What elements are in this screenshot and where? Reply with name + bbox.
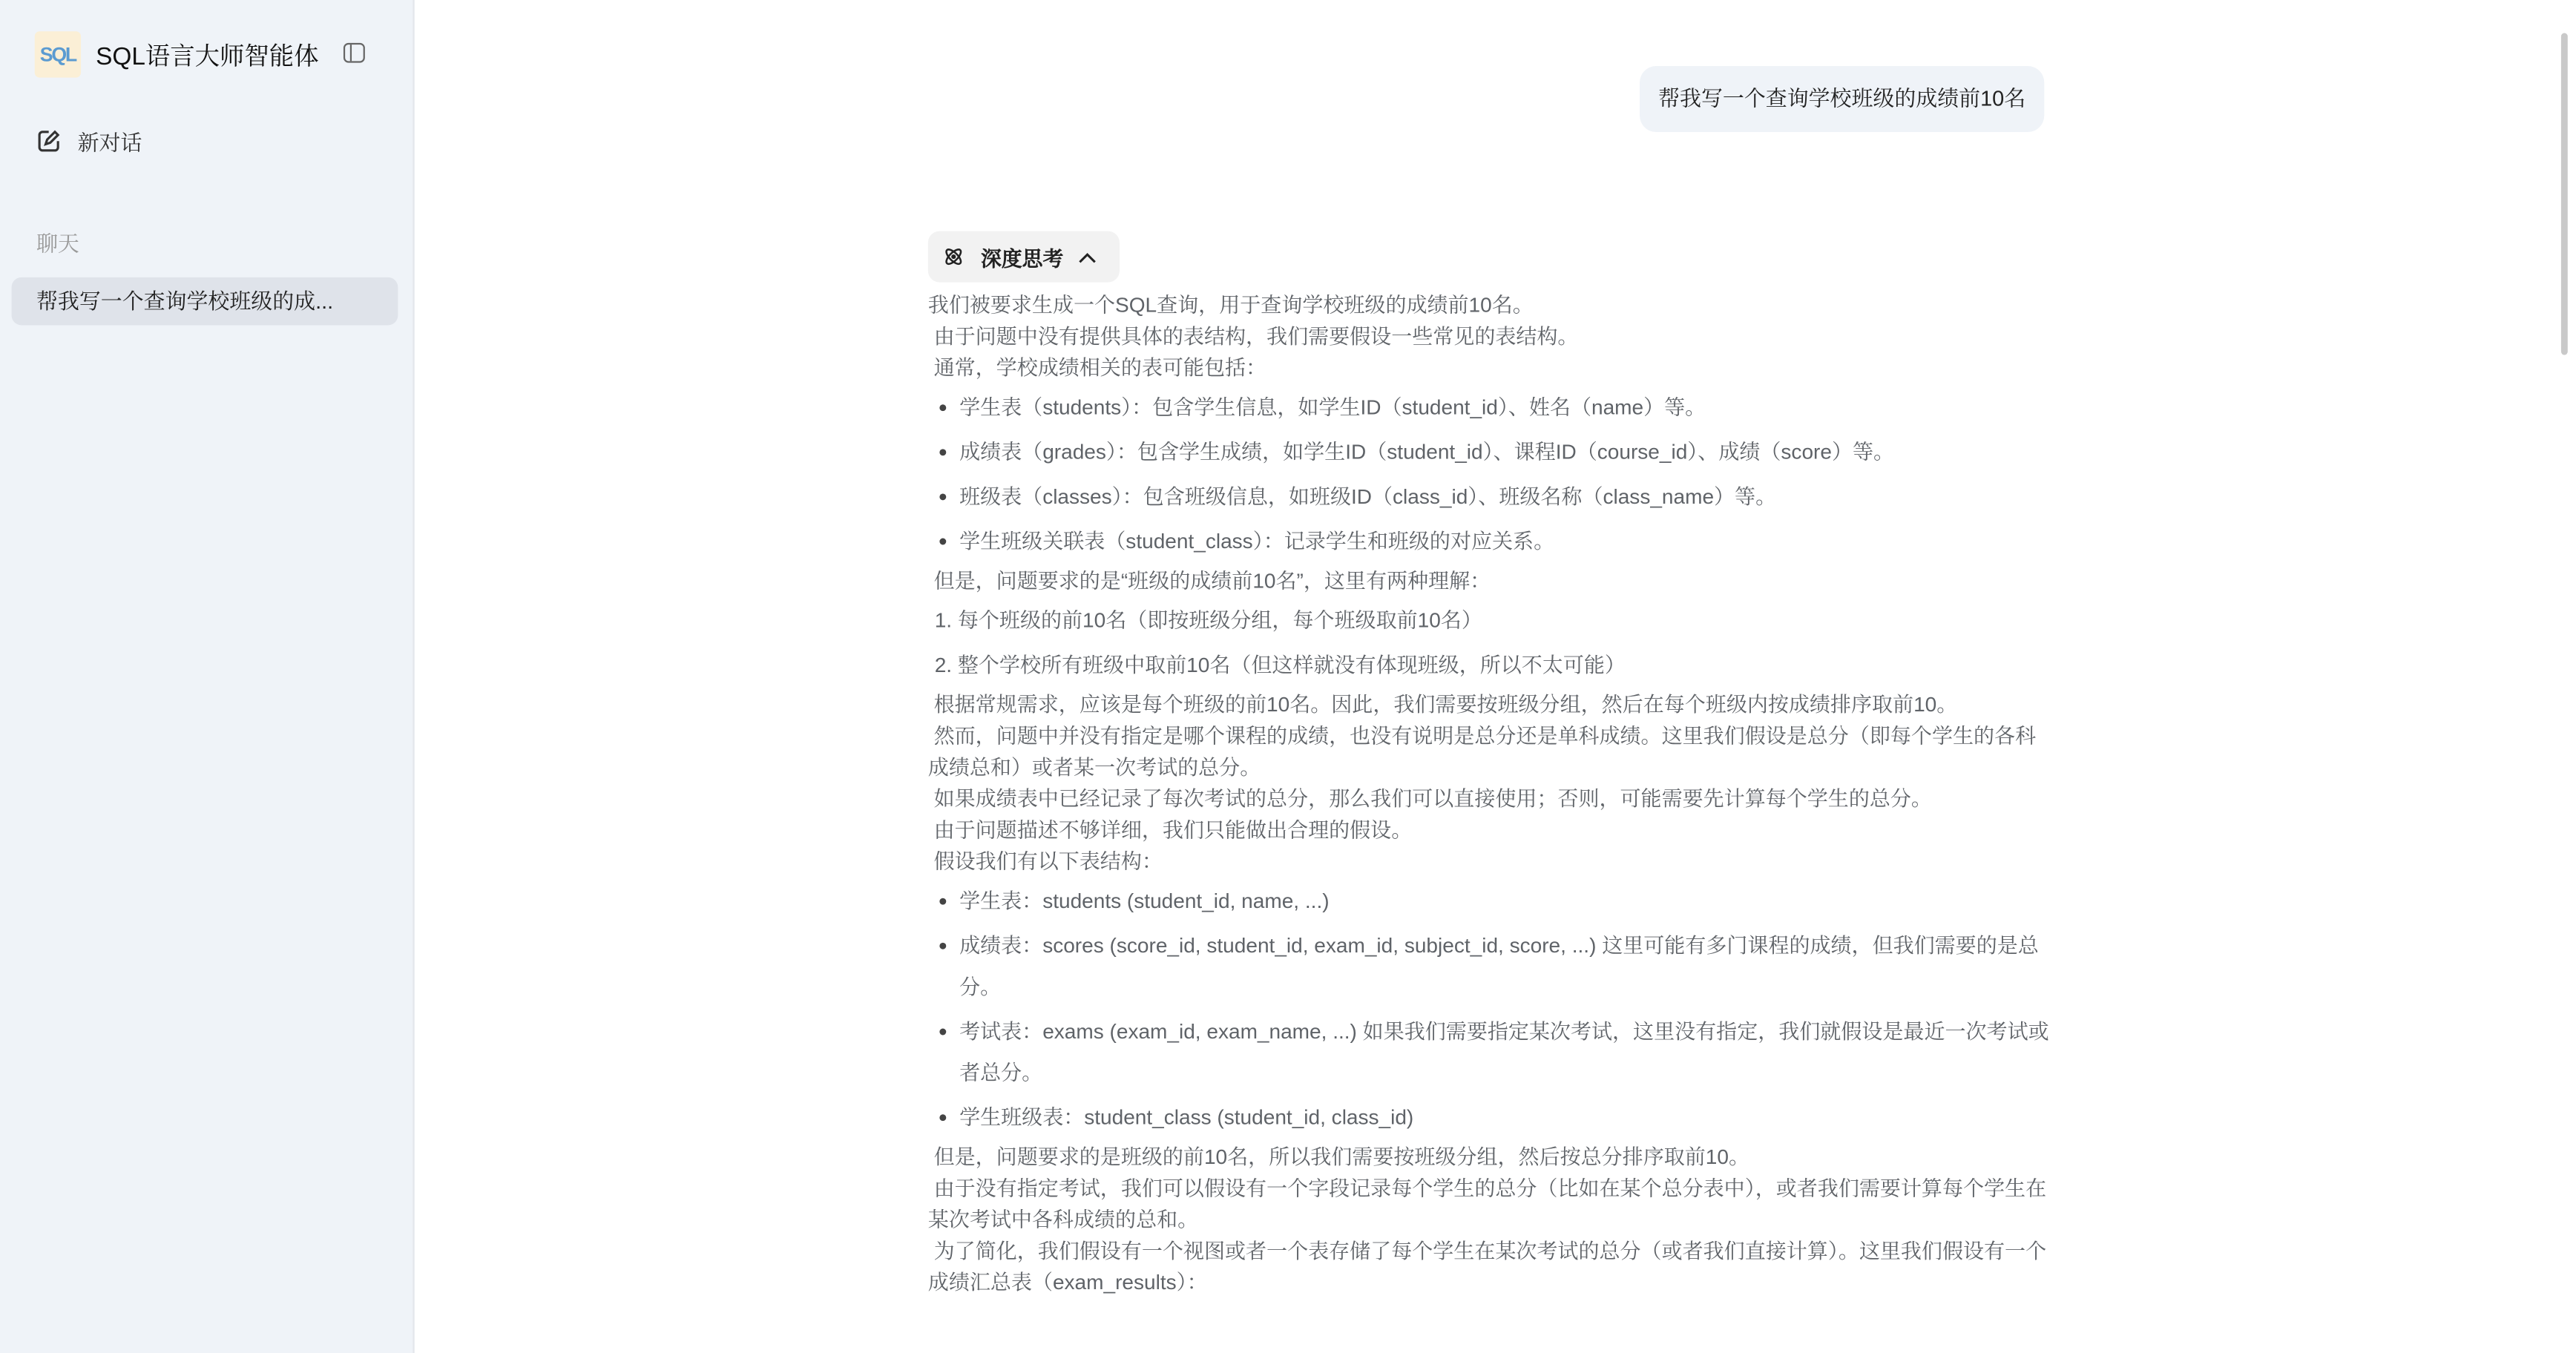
sidebar-toggle-icon[interactable] xyxy=(344,43,365,63)
bullet-item: 学生表（students）：包含学生信息，如学生ID（student_id）、姓名（name）等。 xyxy=(928,388,2051,429)
app-title: SQL语言大师智能体 xyxy=(96,42,319,70)
paragraph: 根据常规需求，应该是每个班级的前10名。因此，我们需要按班级分组，然后在每个班级内按成绩排序取前10。 然而，问题中并没有指定是哪个课程的成绩，也没有说明是总分还是单科成绩。这里我们假设是总分（即每个学生的各科成绩总和）或者某一次考试的总分。 如果成绩表中已经记录了每次考试的总分，那么我们可以直接使用；否则，可能需要先计算每个学生的总分。 由于问题描述不够详细，我们只能做出合理的假设。 假设我们有以下表结构： xyxy=(927,693,2037,874)
numbered-item: 1. 每个班级的前10名（即按班级分组，每个班级取前10名） xyxy=(934,609,1482,633)
edit-icon xyxy=(36,129,61,154)
new-chat-button[interactable] xyxy=(36,125,142,157)
section-label-chats: 聊天 xyxy=(36,231,79,256)
chat-history-item[interactable]: 帮我写一个查询学校班级的成... xyxy=(12,277,398,326)
deep-thinking-label: 深度思考 xyxy=(981,246,1064,270)
bullet-item: 学生班级关联表（student_class）：记录学生和班级的对应关系。 xyxy=(928,521,2051,563)
bullet-item: 班级表（classes）：包含班级信息，如班级ID（class_id）、班级名称（class_name）等。 xyxy=(928,477,2051,519)
bullet-item: 学生表：students (student_id, name, ...) xyxy=(928,881,2051,923)
numbered-item: 2. 整个学校所有班级中取前10名（但这样就没有体现班级，所以不太可能） xyxy=(934,654,1626,677)
bullet-item: 成绩表（grades）：包含学生成绩，如学生ID（student_id）、课程ID（course_id）、成绩（score）等。 xyxy=(928,432,2051,474)
paragraph: 我们被要求生成一个SQL查询，用于查询学校班级的成绩前10名。 由于问题中没有提供具体的表结构，我们需要假设一些常见的表结构。 通常，学校成绩相关的表可能包括： xyxy=(927,294,1579,380)
atom-icon xyxy=(943,246,965,268)
paragraph: 但是，问题要求的是班级的前10名，所以我们需要按班级分组，然后按总分排序取前10。 由于没有指定考试，我们可以假设有一个字段记录每个学生的总分（比如在某个总分表中），或者我们需要计算每个学生在某次考试中各科成绩的总和。 为了简化，我们假设有一个视图或者一个表存储了每个学生在某次考试的总分（或者我们直接计算）。这里我们假设有一个成绩汇总表（exam_results）： xyxy=(927,1145,2047,1294)
new-chat-label: 新对话 xyxy=(77,130,142,156)
scrollbar[interactable] xyxy=(2561,33,2568,355)
bullet-item: 学生班级表：student_class (student_id, class_id) xyxy=(928,1098,2051,1139)
bullet-item: 考试表：exams (exam_id, exam_name, ...) 如果我们需要指定某次考试，这里没有指定，我们就假设是最近一次考试或者总分。 xyxy=(928,1012,2051,1094)
chevron-up-icon xyxy=(1078,250,1096,263)
paragraph: 但是，问题要求的是“班级的成绩前10名”，这里有两种理解： xyxy=(927,569,1491,593)
brand xyxy=(35,31,319,77)
user-message: 帮我写一个查询学校班级的成绩前10名 xyxy=(1640,66,2044,132)
deep-thinking-toggle[interactable] xyxy=(928,231,1120,283)
sidebar xyxy=(0,0,415,1353)
bullet-item: 成绩表：scores (score_id, student_id, exam_id, subject_id, score, ...) 这里可能有多门课程的成绩，但我们需要的是总分。 xyxy=(928,926,2051,1009)
app-logo: SQL xyxy=(35,31,81,77)
thinking-content xyxy=(928,291,2051,1300)
